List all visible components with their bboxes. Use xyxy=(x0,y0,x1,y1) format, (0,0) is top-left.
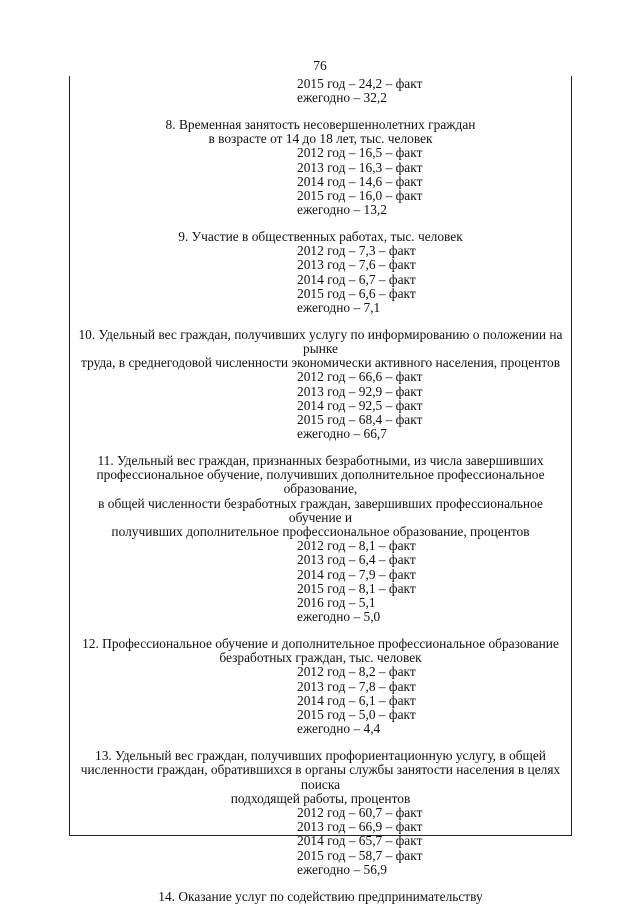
fact-line: 2014 год – 6,7 – факт xyxy=(297,271,416,287)
title-line: 10. Удельный вес граждан, получивших услугу по информированию о положении на рынке xyxy=(78,326,563,357)
fact-block xyxy=(72,806,569,877)
fact-line: 2015 год – 68,4 – факт xyxy=(297,412,423,428)
fact-line: ежегодно – 32,2 xyxy=(297,90,387,106)
section-title xyxy=(72,328,569,371)
title-line: 12. Профессиональное обучение и дополнительное профессиональное образование xyxy=(82,636,559,652)
fact-line: 2013 год – 92,9 – факт xyxy=(297,383,423,399)
fact-line: 2015 год – 16,0 – факт xyxy=(297,188,423,204)
fact-line: 2016 год – 5,1 xyxy=(297,595,376,611)
title-line: численности граждан, обратившихся в органы службы занятости населения в целях поиска xyxy=(80,762,561,792)
section-13 xyxy=(72,749,569,877)
fact-line: ежегодно – 13,2 xyxy=(297,202,387,218)
section-10 xyxy=(72,328,569,442)
fact-line: 2013 год – 66,9 – факт xyxy=(297,819,423,835)
section-11 xyxy=(72,454,569,624)
title-line: 11. Удельный вес граждан, признанных безработными, из числа завершивших xyxy=(97,453,544,469)
fact-line: ежегодно – 66,7 xyxy=(297,426,387,442)
title-line: профессиональное обучение, получивших дополнительное профессиональное образование, xyxy=(96,467,545,497)
fact-line: 2013 год – 7,8 – факт xyxy=(297,678,416,694)
fact-block xyxy=(72,665,569,736)
title-line: 13. Удельный вес граждан, получивших профориентационную услугу, в общей xyxy=(95,748,546,764)
section-title xyxy=(72,749,569,806)
fact-block xyxy=(72,244,569,315)
section-12 xyxy=(72,637,569,736)
fact-line: 2014 год – 65,7 – факт xyxy=(297,833,423,849)
fact-line: 2015 год – 5,0 – факт xyxy=(297,707,416,723)
section-14 xyxy=(72,890,569,904)
fact-line: 2014 год – 92,5 – факт xyxy=(297,397,423,413)
fact-line: 2012 год – 60,7 – факт xyxy=(297,804,423,820)
title-line: подходящей работы, процентов xyxy=(230,790,411,806)
continuation-block xyxy=(72,77,569,105)
document-body xyxy=(72,77,569,904)
title-line: 14. Оказание услуг по содействию предпринимательству xyxy=(158,888,483,904)
fact-line: 2014 год – 7,9 – факт xyxy=(297,566,416,582)
section-8 xyxy=(72,118,569,217)
fact-line: 2012 год – 16,5 – факт xyxy=(297,145,423,161)
fact-line: 2012 год – 8,2 – факт xyxy=(297,664,416,680)
section-title xyxy=(72,230,569,244)
title-line: 9. Участие в общественных работах, тыс. человек xyxy=(178,229,463,245)
section-title xyxy=(72,454,569,539)
fact-line: 2012 год – 8,1 – факт xyxy=(297,538,416,554)
fact-line: 2014 год – 14,6 – факт xyxy=(297,173,423,189)
fact-block xyxy=(72,370,569,441)
title-line: 8. Временная занятость несовершеннолетних граждан xyxy=(165,117,476,132)
section-title xyxy=(72,890,569,904)
section-9 xyxy=(72,230,569,315)
fact-line: 2014 год – 6,1 – факт xyxy=(297,692,416,708)
fact-line: 2015 год – 24,2 – факт xyxy=(297,76,423,91)
fact-line: 2013 год – 16,3 – факт xyxy=(297,159,423,175)
fact-line: ежегодно – 5,0 xyxy=(297,609,381,625)
page-number: 76 xyxy=(313,58,327,73)
title-line: получивших дополнительное профессиональное образование, процентов xyxy=(111,524,530,540)
section-title xyxy=(72,637,569,665)
fact-line: 2015 год – 8,1 – факт xyxy=(297,580,416,596)
section-title xyxy=(72,118,569,146)
fact-line: 2013 год – 6,4 – факт xyxy=(297,552,416,568)
fact-block xyxy=(72,539,569,624)
title-line: в возрасте от 14 до 18 лет, тыс. человек xyxy=(208,131,433,147)
fact-line: 2015 год – 58,7 – факт xyxy=(297,847,423,863)
fact-line: ежегодно – 7,1 xyxy=(297,300,381,316)
title-line: безработных граждан, тыс. человек xyxy=(219,650,422,666)
fact-line: ежегодно – 56,9 xyxy=(297,861,387,877)
fact-line: 2013 год – 7,6 – факт xyxy=(297,257,416,273)
fact-block xyxy=(72,146,569,217)
title-line: в общей численности безработных граждан, завершивших профессиональное обучение и xyxy=(98,495,543,525)
fact-line: 2012 год – 7,3 – факт xyxy=(297,243,416,259)
fact-line: 2015 год – 6,6 – факт xyxy=(297,285,416,301)
fact-line: ежегодно – 4,4 xyxy=(297,721,381,737)
title-line: труда, в среднегодовой численности экономически активного населения, процентов xyxy=(80,355,561,371)
fact-line: 2012 год – 66,6 – факт xyxy=(297,369,423,385)
